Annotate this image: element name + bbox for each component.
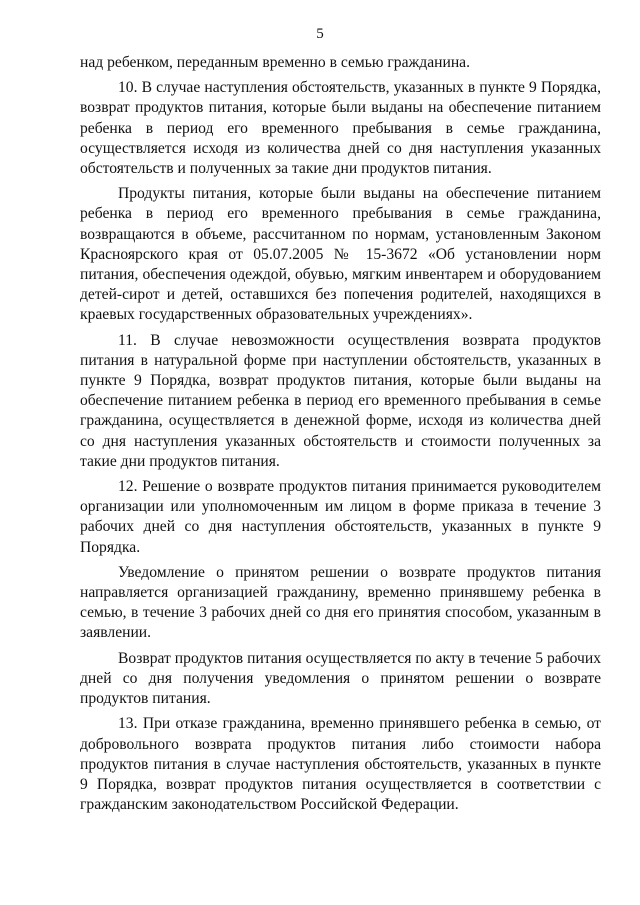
paragraph-return-act: Возврат продуктов питания осуществляется по акту в течение 5 рабочих дней со дня получения уведомления о принятом решении о возврате продуктов питания.	[80, 649, 601, 708]
paragraph-food-norms: Продукты питания, которые были выданы на обеспечение питанием ребенка в период его временного пребывания в семье гражданина, возвращаются в объеме, рассчитанном по нормам, установленным Законом Красноярского края от 05.07.2005 № 15-3672 «Об установлении норм питания, обеспечения одеждой, обувью, мягким инвентарем и оборудованием детей-сирот и детей, оставшихся без попечения родителей, находящихся в краевых государственных образовательных учреждениях».	[80, 185, 601, 324]
paragraph-item-11: 11. В случае невозможности осуществления возврата продуктов питания в натуральной форме при наступлении обстоятельств, указанных в пункте 9 Порядка, возврат продуктов питания, которые были выданы на обеспечение питанием ребенка в период его временного пребывания в семье гражданина, осуществляется в денежной форме, исходя из количества дней со дня наступления указанных обстоятельств и стоимости полученных за такие дни продуктов питания.	[80, 331, 601, 470]
paragraph-item-10: 10. В случае наступления обстоятельств, указанных в пункте 9 Порядка, возврат продуктов питания, которые были выданы на обеспечение питанием ребенка в период его временного пребывания в семье гражданина, осуществляется исходя из количества дней со дня наступления указанных обстоятельств и полученных за такие дни продуктов питания.	[80, 79, 601, 178]
paragraph-item-13: 13. При отказе гражданина, временно принявшего ребенка в семью, от добровольного возврата продуктов питания либо стоимости набора продуктов питания в случае наступления обстоятельств, указанных в пункте 9 Порядка, возврат продуктов питания осуществляется в соответствии с гражданским законодательством Российской Федерации.	[80, 715, 601, 814]
paragraph-notification: Уведомление о принятом решении о возврате продуктов питания направляется организацией гражданину, временно принявшему ребенка в семью, в течение 3 рабочих дней со дня его принятия способом, указанным в заявлении.	[80, 563, 601, 642]
page-content	[80, 53, 601, 820]
page-number: 5	[316, 26, 324, 42]
paragraph-item-12: 12. Решение о возврате продуктов питания принимается руководителем организации или уполномоченным им лицом в форме приказа в течение 3 рабочих дней со дня наступления обстоятельств, указанных в пункте 9 Порядка.	[80, 478, 601, 556]
paragraph-continuation: над ребенком, переданным временно в семью гражданина.	[80, 54, 471, 71]
